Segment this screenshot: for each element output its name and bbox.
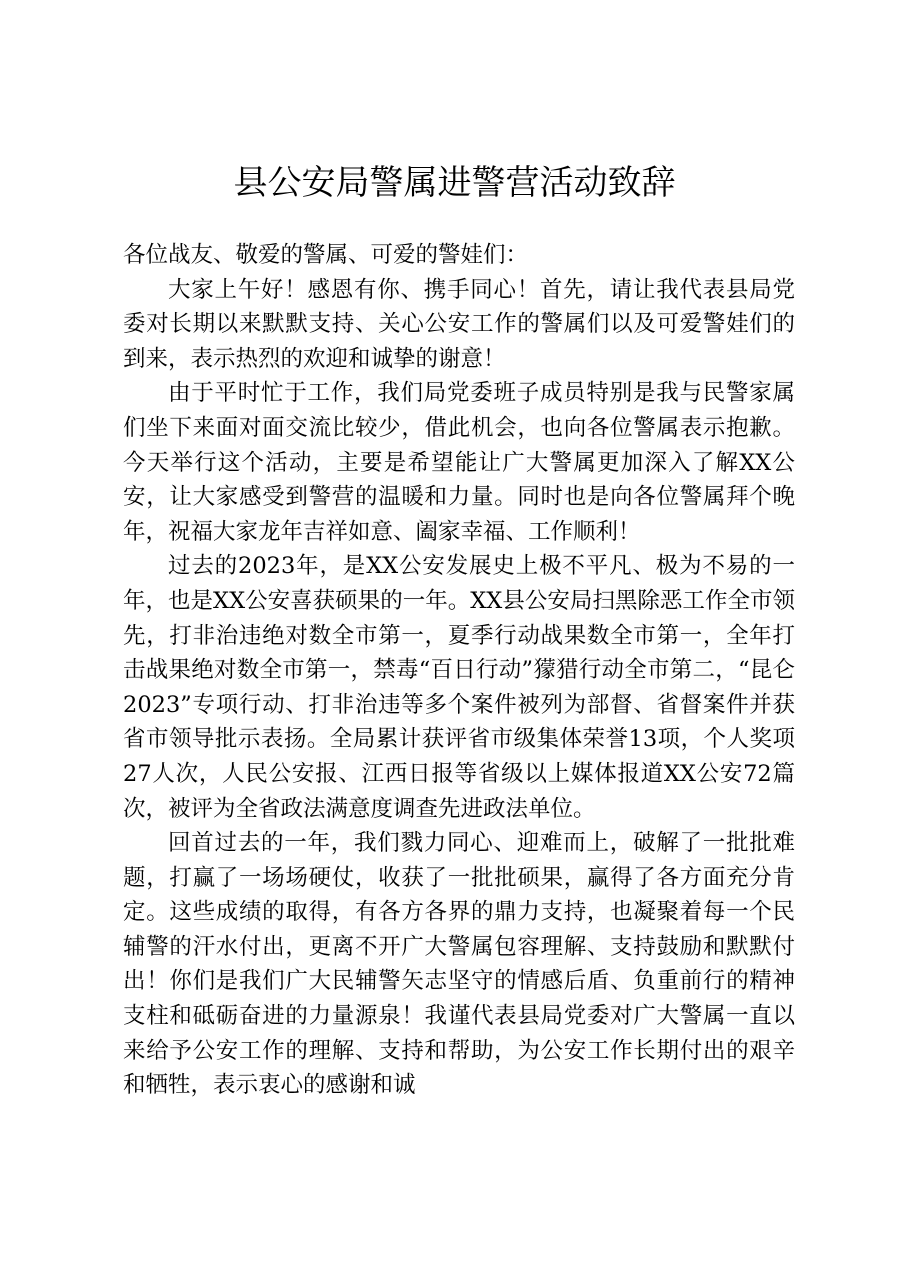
paragraph-achievements: 过去的2023年，是XX公安发展史上极不平凡、极为不易的一年，也是XX公安喜获硕果的一年。XX县公安局扫黑除恶工作全市领先，打非治违绝对数全市第一，夏季行动战果数全市第一，全年打击战果绝对数全市第一，禁毒“百日行动”獴猎行动全市第二，“昆仑2023”专项行动、打非治违等多个案件被列为部督、省督案件并获省市领导批示表扬。全局累计获评省市级集体荣誉13项，个人奖项27人次，人民公安报、江西日报等省级以上媒体报道XX公安72篇次，被评为全省政法满意度调查先进政法单位。 — [123, 553, 795, 822]
document-body — [123, 238, 795, 1103]
paragraph-greeting: 大家上午好！感恩有你、携手同心！首先，请让我代表县局党委对长期以来默默支持、关心公安工作的警属们以及可爱警娃们的到来，表示热烈的欢迎和诚挚的谢意！ — [123, 276, 795, 372]
paragraph-thanks: 回首过去的一年，我们戮力同心、迎难而上，破解了一批批难题，打赢了一场场硬仗，收获了一批批硕果，赢得了各方面充分肯定。这些成绩的取得，有各方各界的鼎力支持，也凝聚着每一个民辅警的汗水付出，更离不开广大警属包容理解、支持鼓励和默默付出！你们是我们广大民辅警矢志坚守的情感后盾、负重前行的精神支柱和砥砺奋进的力量源泉！我谨代表县局党委对广大警属一直以来给予公安工作的理解、支持和帮助，为公安工作长期付出的艰辛和牺牲，表示衷心的感谢和诚 — [123, 830, 795, 1099]
document-title: 县公安局警属进警营活动致辞 — [233, 163, 676, 203]
salutation: 各位战友、敬爱的警属、可爱的警娃们： — [123, 242, 529, 268]
paragraph-apology: 由于平时忙于工作，我们局党委班子成员特别是我与民警家属们坐下来面对面交流比较少，借此机会，也向各位警属表示抱歉。今天举行这个活动，主要是希望能让广大警属更加深入了解XX公安，让大家感受到警营的温暖和力量。同时也是向各位警属拜个晚年，祝福大家龙年吉祥如意、阖家幸福、工作顺利！ — [123, 380, 795, 545]
